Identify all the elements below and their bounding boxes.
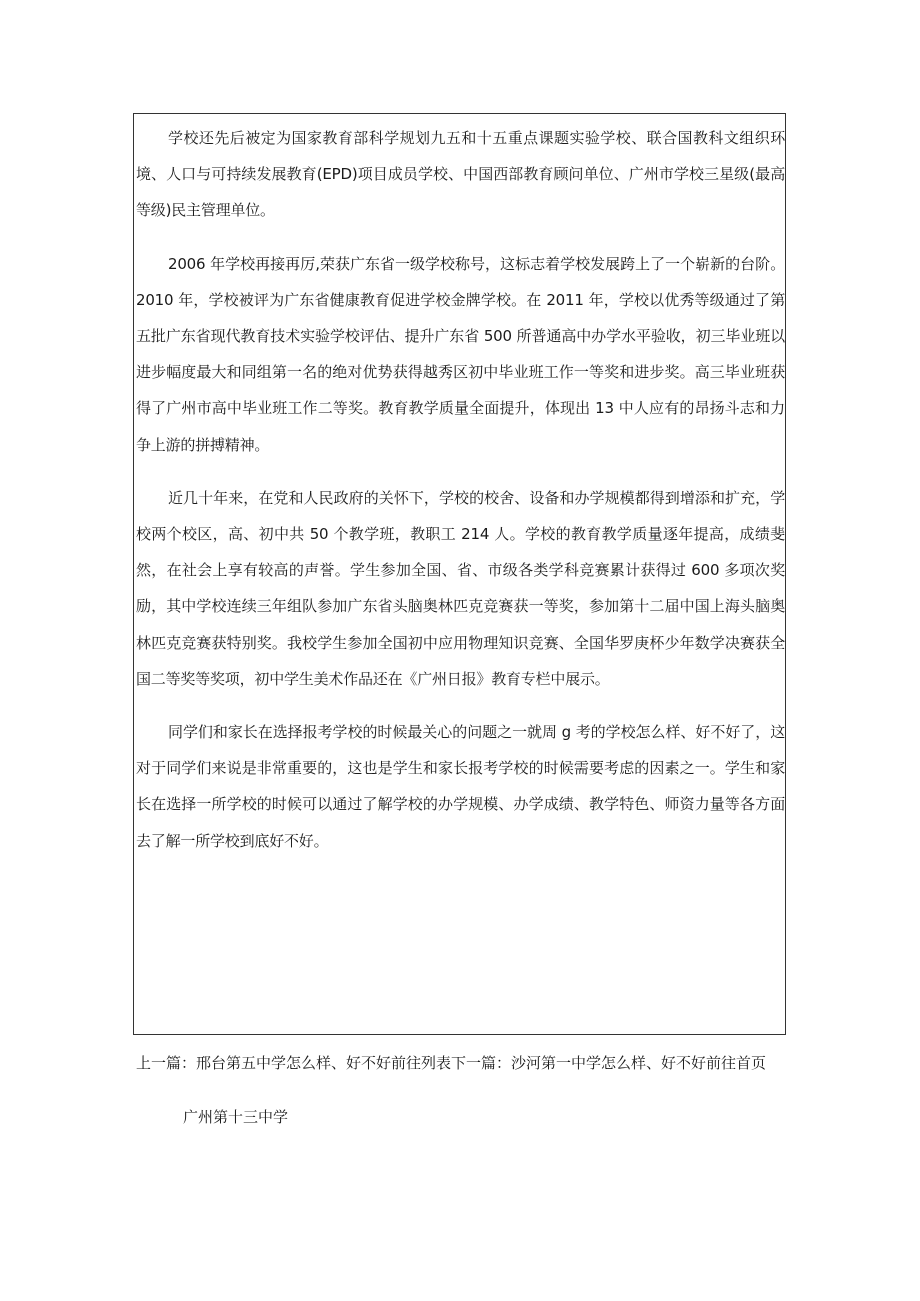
article-box [133, 113, 786, 1035]
article-paragraph-2: 2006 年学校再接再厉,荣获广东省一级学校称号，这标志着学校发展跨上了一个崭新的台阶。2010 年，学校被评为广东省健康教育促进学校金牌学校。在 2011 年，学校以优秀等级通过了第五批广东省现代教育技术实验学校评估、提升广东省 500 所普通高中办学水平验收，初三毕业班以进步幅度最大和同组第一名的绝对优势获得越秀区初中毕业班工作一等奖和进步奖。高三毕业班获得了广州市高中毕业班工作二等奖。教育教学质量全面提升，体现出 13 中人应有的昂扬斗志和力争上游的拼搏精神。 [136, 254, 785, 454]
prev-next-navigation[interactable]: 上一篇：邢台第五中学怎么样、好不好前往列表下一篇：沙河第一中学怎么样、好不好前往首页 [136, 1054, 767, 1072]
article-paragraph-4: 同学们和家长在选择报考学校的时候最关心的问题之一就周 g 考的学校怎么样、好不好了，这对于同学们来说是非常重要的，这也是学生和家长报考学校的时候需要考虑的因素之一。学生和家长在选择一所学校的时候可以通过了解学校的办学规模、办学成绩、教学特色、师资力量等各方面去了解一所学校到底好不好。 [136, 723, 785, 850]
article-paragraph-1: 学校还先后被定为国家教育部科学规划九五和十五重点课题实验学校、联合国教科文组织环境、人口与可持续发展教育(EPD)项目成员学校、中国西部教育顾问单位、广州市学校三星级(最高等级)民主管理单位。 [136, 129, 785, 220]
footer-title: 广州第十三中学 [183, 1108, 289, 1126]
article-paragraph-3: 近几十年来，在党和人民政府的关怀下，学校的校舍、设备和办学规模都得到增添和扩充，学校两个校区，高、初中共 50 个教学班，教职工 214 人。学校的教育教学质量逐年提高，成绩斐然，在社会上享有较高的声誉。学生参加全国、省、市级各类学科竞赛累计获得过 600 多项次奖励，其中学校连续三年组队参加广东省头脑奥林匹克竞赛获一等奖，参加第十二届中国上海头脑奥林匹克竞赛获特别奖。我校学生参加全国初中应用物理知识竞赛、全国华罗庚杯少年数学决赛获全国二等奖等奖项，初中学生美术作品还在《广州日报》教育专栏中展示。 [136, 488, 785, 688]
